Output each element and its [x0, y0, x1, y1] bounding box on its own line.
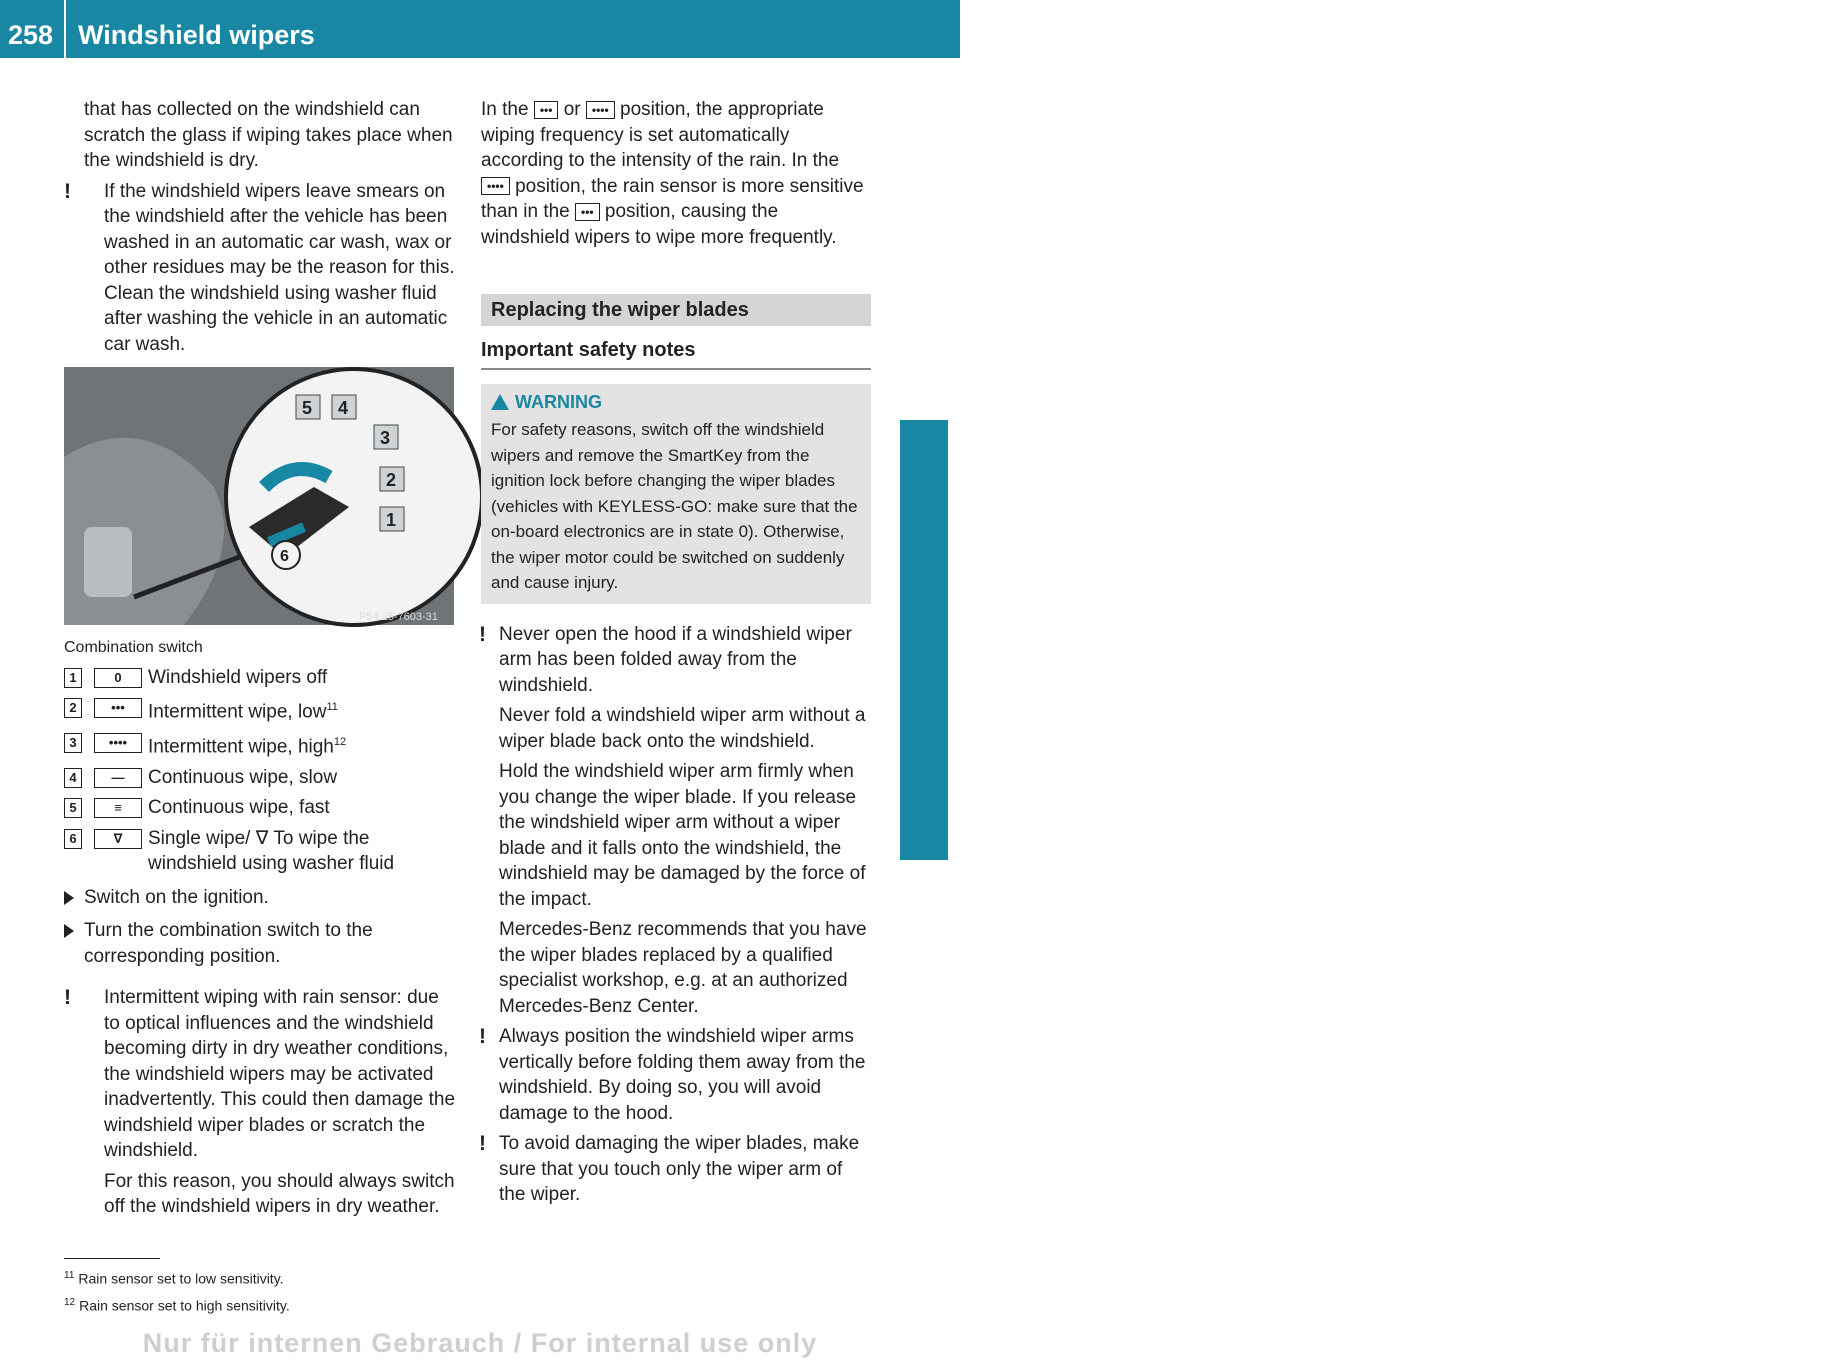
note-text: Hold the windshield wiper arm firmly when you change the wiper blade. If you release the windshield wiper arm without a wiper blade and it falls onto the windshield, the windshield may be damaged by the force of the impact. — [499, 761, 866, 910]
chapter-tab — [900, 420, 1839, 1256]
note-smears — [64, 179, 456, 358]
step-arrow-icon — [64, 924, 74, 938]
svg-text:6: 6 — [280, 548, 289, 565]
footnote — [64, 1264, 290, 1291]
instruction-step — [64, 885, 456, 911]
watermark: Nur für internen Gebrauch / For internal use only — [142, 1328, 818, 1358]
note-text: Always position the windshield wiper arms vertically before folding them away from the windshield. By doing so, you will avoid damage to the hood. — [499, 1026, 866, 1124]
intermittent-low-symbol-icon: ••• — [575, 203, 600, 221]
intermittent-low-symbol-icon: ••• — [534, 101, 559, 119]
note-text: Never open the hood if a windshield wiper arm has been folded away from the windshield. — [499, 623, 852, 696]
legend-number: 2 — [64, 698, 82, 718]
warning-header — [491, 390, 861, 416]
text-fragment: position, the appropriate wiping frequency is set automatically according to the intensity of the rain. In the — [481, 99, 840, 171]
footnote-ref: 11 — [326, 701, 338, 713]
legend-item — [64, 695, 456, 725]
note-position-arms — [481, 1024, 871, 1126]
text-fragment: position, the rain sensor is more sensitive than in the — [481, 175, 864, 222]
rain-sensor-paragraph — [481, 97, 871, 250]
attention-icon: ! — [479, 622, 486, 646]
legend-number: 6 — [64, 829, 82, 849]
note-text: Never fold a windshield wiper arm without a wiper blade back onto the windshield. — [499, 705, 866, 752]
svg-text:3: 3 — [380, 428, 391, 448]
warning-box — [481, 384, 871, 604]
warning-text: For safety reasons, switch off the windshield wipers and remove the SmartKey from the ignition lock before changing the wiper blades (vehicles with KEYLESS-GO: make sure that the on-board electronics are in state 0). Otherwise, the wiper motor could be switched on suddenly and cause injury. — [491, 420, 858, 592]
switch-off-symbol-icon: 0 — [94, 668, 142, 688]
attention-icon: ! — [479, 1132, 486, 1155]
attention-icon: ! — [479, 1025, 486, 1048]
attention-icon: ! — [64, 179, 71, 203]
footnotes — [64, 1264, 290, 1317]
note-text: Mercedes-Benz recommends that you have the wiper blades replaced by a qualified specialist workshop, e.g. at an authorized Mercedes-Benz Center. — [499, 919, 867, 1017]
legend-item — [64, 795, 456, 821]
step-text: Turn the combination switch to the corresponding position. — [84, 920, 373, 967]
step-arrow-icon — [64, 891, 74, 905]
legend-item — [64, 765, 456, 791]
intermittent-high-symbol-icon: •••• — [94, 733, 142, 753]
figure-caption: Combination switch — [64, 639, 203, 656]
intro-continuation: that has collected on the windshield can scratch the glass if wiping takes place when the windshield is dry. — [84, 99, 453, 171]
combination-switch-illustration — [64, 367, 454, 625]
legend-text: Continuous wipe, fast — [148, 797, 330, 819]
note-text: If the windshield wipers leave smears on the windshield after the vehicle has been washed in an automatic car wash, wax or other residues may be the reason for this. Clean the windshield using washer fluid after washing the vehicle in an automatic car wash. — [104, 180, 455, 355]
footnote-text: Rain sensor set to low sensitivity. — [78, 1270, 284, 1287]
legend-item — [64, 665, 456, 691]
combination-switch-figure — [64, 367, 454, 625]
legend-item — [64, 826, 456, 877]
attention-icon: ! — [64, 986, 71, 1010]
svg-text:2: 2 — [386, 470, 397, 490]
svg-text:4: 4 — [338, 398, 349, 418]
footnote-number: 11 — [64, 1270, 75, 1281]
chapter-tab-label: Lights and windshield wipers — [1808, 864, 1839, 1256]
legend-item — [64, 730, 456, 760]
figure-code: P54.25-7603-31 — [359, 611, 438, 623]
intermittent-high-symbol-icon: •••• — [481, 177, 510, 195]
legend-number: 4 — [64, 768, 82, 788]
legend-text: Intermittent wipe, high — [148, 736, 334, 758]
warning-triangle-icon — [491, 394, 509, 410]
footnote-number: 12 — [64, 1296, 76, 1308]
footnote-ref: 12 — [333, 735, 347, 748]
continuous-slow-symbol-icon: — — [94, 768, 142, 788]
legend-number: 3 — [64, 733, 82, 753]
continuous-fast-symbol-icon: ≡ — [94, 798, 142, 818]
warning-title: WARNING — [515, 391, 602, 412]
footnote-text: Rain sensor set to high sensitivity. — [79, 1297, 290, 1314]
instruction-step — [64, 918, 456, 969]
note-text: Intermittent wiping with rain sensor: due to optical influences and the windshield becoming dirty in dry weather conditions, the windshield wipers may be activated inadvertently. This could then damage the windshield wiper blades or scratch the windshield. — [104, 987, 456, 1162]
section-heading: Replacing the wiper blades — [481, 294, 871, 326]
legend-number: 5 — [64, 798, 82, 818]
svg-text:1: 1 — [386, 510, 397, 530]
subsection-heading: Important safety notes — [481, 338, 871, 370]
svg-text:5: 5 — [302, 398, 313, 418]
intermittent-high-symbol-icon: •••• — [586, 101, 615, 119]
page-title: Windshield wipers — [78, 20, 315, 50]
note-text: For this reason, you should always switch off the windshield wipers in dry weather. — [104, 1170, 455, 1218]
single-wipe-symbol-icon: ∇ — [94, 829, 142, 849]
legend-text: Windshield wipers off — [148, 666, 328, 688]
legend-text: Continuous wipe, slow — [148, 766, 338, 788]
step-text: Switch on the ignition. — [84, 886, 269, 908]
note-touch-arm — [481, 1131, 871, 1208]
header-divider — [64, 0, 66, 58]
legend-text: Single wipe/ ∇ To wipe the windshield using washer fluid — [148, 827, 395, 875]
legend-text: Intermittent wipe, low — [148, 701, 327, 723]
text-fragment: or — [563, 99, 581, 120]
footnote — [64, 1291, 290, 1318]
note-text: To avoid damaging the wiper blades, make sure that you touch only the wiper arm of the wiper. — [499, 1133, 860, 1205]
note-hood — [481, 622, 871, 1020]
left-column — [64, 97, 456, 1225]
page-number: 258 — [8, 20, 54, 50]
intermittent-low-symbol-icon: ••• — [94, 698, 142, 718]
note-rain-sensor — [64, 985, 456, 1220]
footnote-divider — [64, 1258, 160, 1259]
page-header — [0, 0, 960, 58]
text-fragment: position, causing the windshield wipers to wipe more frequently. — [481, 201, 837, 248]
text-fragment: In the — [481, 99, 529, 120]
right-column — [481, 97, 871, 1213]
legend-number: 1 — [64, 668, 82, 688]
